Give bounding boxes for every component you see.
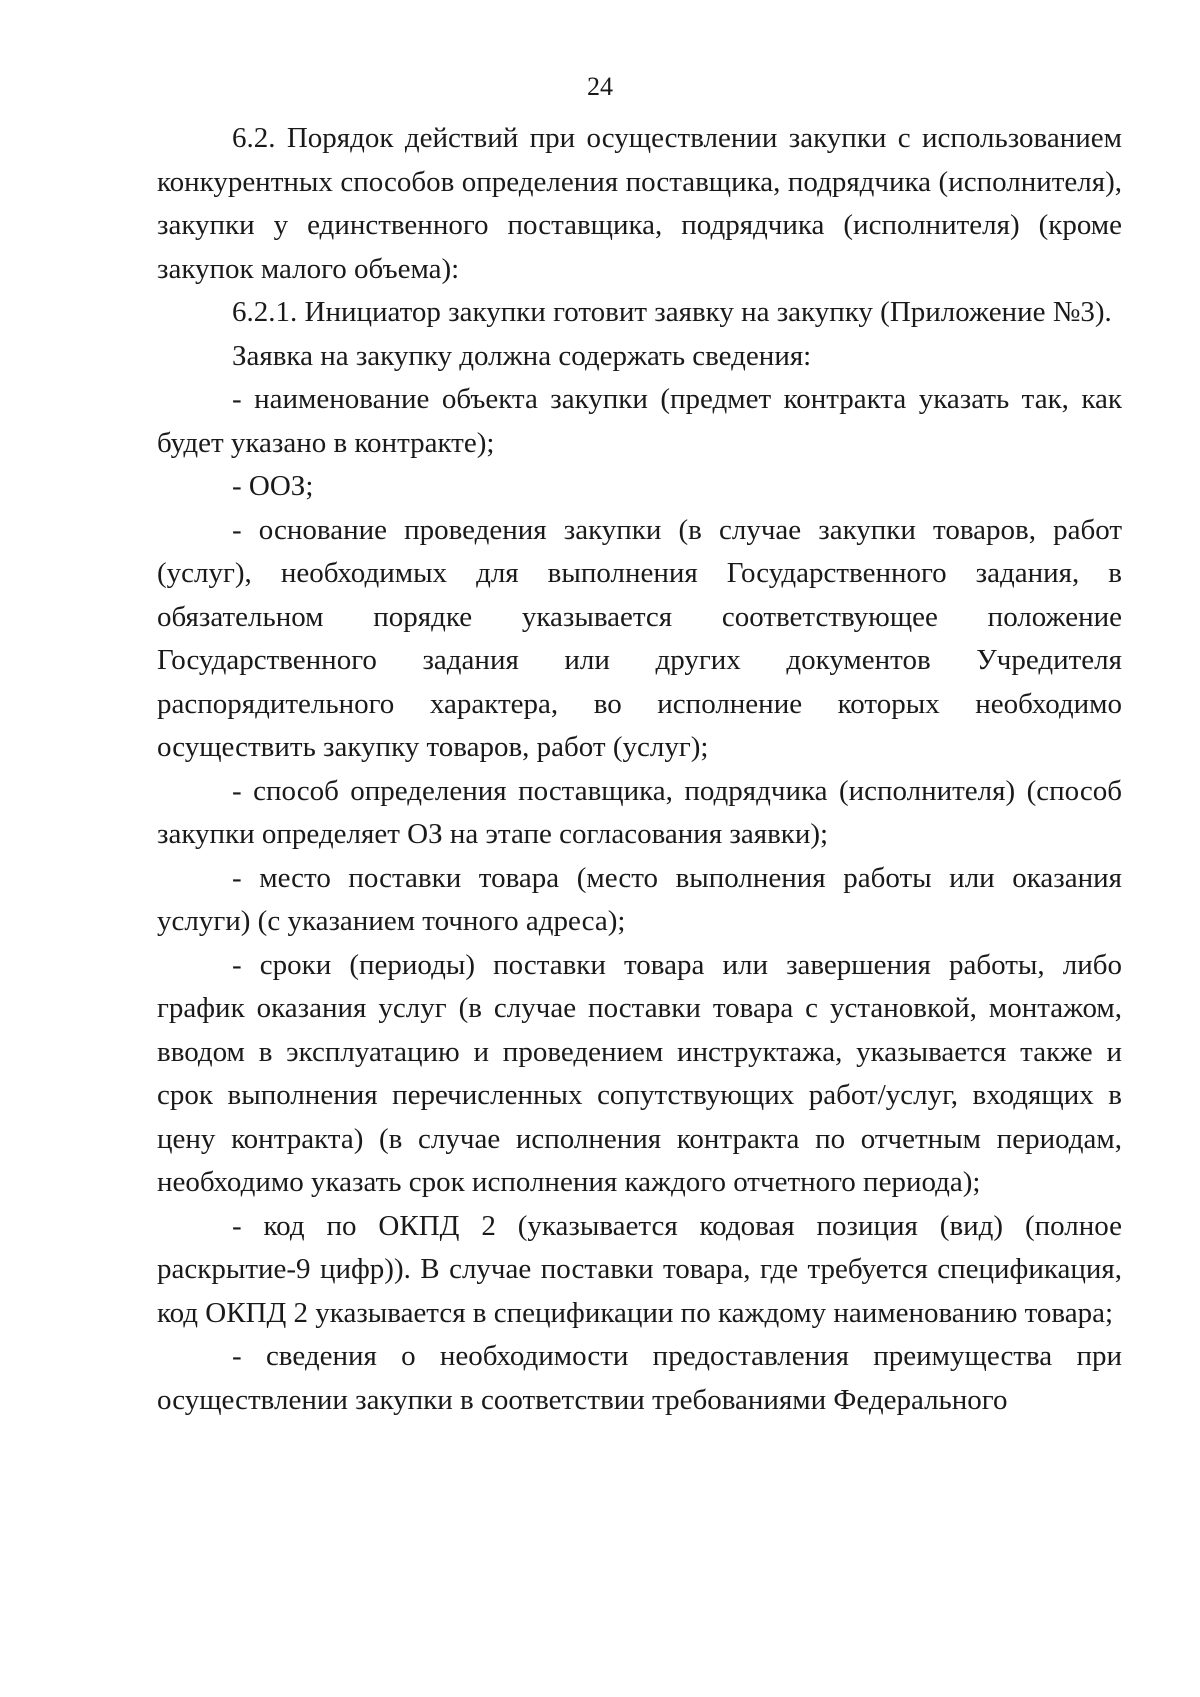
list-item-object-name: - наименование объекта закупки (предмет контракта указать так, как будет указано в контракте); xyxy=(157,383,1122,459)
list-item-preference: - сведения о необходимости предоставления преимущества при осуществлении закупки в соответствии требованиями Федерального xyxy=(157,1340,1122,1416)
list-item-delivery-place: - место поставки товара (место выполнения работы или оказания услуги) (с указанием точного адреса); xyxy=(157,861,1122,937)
paragraph-application-intro: Заявка на закупку должна содержать сведения: xyxy=(232,339,812,372)
list-item-basis: - основание проведения закупки (в случае закупки товаров, работ (услуг), необходимых для выполнения Государственного задания, в обязательном порядке указывается соответствующее положение Государственного задания или других документов Учредителя распорядительного характера, во исполнение которых необходимо осуществить закупку товаров, работ (услуг); xyxy=(157,513,1122,763)
list-item-okpd-code: - код по ОКПД 2 (указывается кодовая позиция (вид) (полное раскрытие-9 цифр)). В случае поставки товара, где требуется спецификация, код ОКПД 2 указывается в спецификации по каждому наименованию товара; xyxy=(157,1209,1122,1329)
page-number: 24 xyxy=(587,72,613,101)
paragraph-section-6-2-1: 6.2.1. Инициатор закупки готовит заявку на закупку (Приложение №3). xyxy=(232,296,1112,328)
list-item-ooz: - ООЗ; xyxy=(232,470,314,502)
list-item-deadlines: - сроки (периоды) поставки товара или завершения работы, либо график оказания услуг (в случае поставки товара с установкой, монтажом, вводом в эксплуатацию и проведением инструктажа, указывается также и срок выполнения перечисленных сопутствующих работ/услуг, входящих в цену контракта) (в случае исполнения контракта по отчетным периодам, необходимо указать срок исполнения каждого отчетного периода); xyxy=(157,948,1122,1198)
paragraph-section-6-2: 6.2. Порядок действий при осуществлении закупки с использованием конкурентных способов определения поставщика, подрядчика (исполнителя), закупки у единственного поставщика, подрядчика (исполнителя) (кроме закупок малого объема): xyxy=(157,122,1122,285)
list-item-method: - способ определения поставщика, подрядчика (исполнителя) (способ закупки определяет ОЗ на этапе согласования заявки); xyxy=(157,774,1122,850)
document-body xyxy=(157,117,1122,1422)
